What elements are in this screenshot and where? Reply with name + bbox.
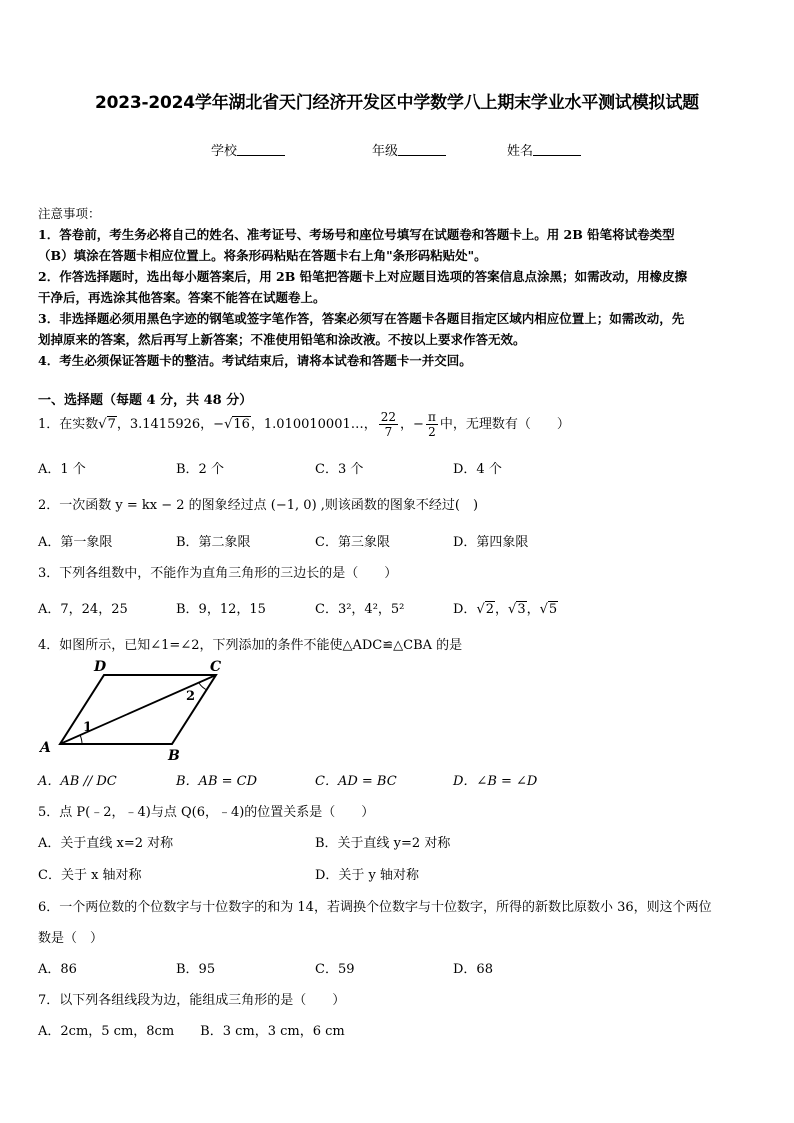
- q3-option-a: A．7，24，25: [38, 602, 128, 617]
- note-line: （B）填涂在答题卡相应位置上。将条形码粘贴在答题卡右上角"条形码粘贴处"。: [38, 248, 487, 263]
- q6-option-b: B．95: [176, 962, 216, 977]
- question-3: 3．下列各组数中，不能作为直角三角形的三边长的是（ ）: [38, 566, 398, 581]
- q1-option-b: B．2 个: [176, 462, 224, 477]
- angle-label-2: 2: [186, 689, 196, 704]
- grade-label: 年级: [372, 144, 399, 159]
- note-line: 3．非选择题必须用黑色字迹的钢笔或签字笔作答，答案必须写在答题卡各题目指定区域内相应位置上；如需改动，先: [38, 311, 685, 326]
- q4-option-b: B．AB = CD: [176, 774, 258, 789]
- q1-option-d: D．4 个: [453, 462, 502, 477]
- sqrt-7: 7: [107, 417, 116, 432]
- parallelogram-figure: [36, 658, 232, 764]
- q4-option-c: C．AD = BC: [315, 774, 397, 789]
- question-5: 5．点 P(﹣2，﹣4)与点 Q(6，﹣4)的位置关系是（ ）: [38, 805, 375, 820]
- school-blank: [237, 143, 285, 156]
- vertex-label-b: B: [168, 748, 180, 764]
- q1-text: ，1.010010001…，: [250, 417, 377, 432]
- separator: ，: [526, 602, 540, 617]
- sqrt-16: 16: [233, 417, 250, 432]
- separator: ，: [495, 602, 509, 617]
- q4-option-d: D．∠B = ∠D: [453, 774, 538, 789]
- question-6-line-2: 数是（ ）: [38, 931, 104, 946]
- name-label: 姓名: [507, 144, 534, 159]
- fraction-pi-2: [426, 410, 438, 439]
- angle-2-arc: [199, 683, 207, 690]
- q6-option-d: D．68: [453, 962, 493, 977]
- grade-blank: [398, 143, 446, 156]
- notes-heading: 注意事项：: [38, 206, 101, 221]
- note-line: 1．答卷前，考生务必将自己的姓名、准考证号、考场号和座位号填写在试题卷和答题卡上。用 2B 铅笔将试卷类型: [38, 227, 675, 242]
- sqrt-2: 2: [485, 602, 495, 617]
- numerator: 22: [380, 410, 397, 424]
- question-7: 7．以下列各组线段为边，能组成三角形的是（ ）: [38, 993, 346, 1008]
- question-6-line-1: 6．一个两位数的个位数字与十位数字的和为 14，若调换个位数字与十位数字，所得的新数比原数小 36，则这个两位: [38, 900, 712, 915]
- grade-field: [372, 140, 446, 159]
- vertex-label-c: C: [210, 659, 222, 675]
- q1-option-a: A．1 个: [38, 462, 86, 477]
- question-4: 4．如图所示，已知∠1=∠2，下列添加的条件不能使△ADC≌△CBA 的是: [38, 638, 463, 653]
- sqrt-5: 5: [548, 602, 558, 617]
- denominator: 2: [428, 425, 436, 439]
- q2-option-c: C．第三象限: [315, 535, 390, 550]
- fraction-22-7: [379, 410, 398, 439]
- q1-text: ，−: [400, 417, 424, 432]
- name-blank: [533, 143, 581, 156]
- q3-option-c: C．3²，4²，5²: [315, 602, 405, 617]
- section-heading: 一、选择题（每题 4 分，共 48 分）: [38, 393, 253, 408]
- note-line: 干净后，再选涂其他答案。答案不能答在试题卷上。: [38, 290, 326, 305]
- exam-title: 2023-2024学年湖北省天门经济开发区中学数学八上期末学业水平测试模拟试题: [95, 93, 699, 113]
- notes-block: [38, 203, 758, 371]
- sqrt-3: 3: [517, 602, 526, 617]
- note-line: 4．考生必须保证答题卡的整洁。考试结束后，请将本试卷和答题卡一并交回。: [38, 353, 472, 368]
- q5-option-b: B．关于直线 y=2 对称: [315, 836, 451, 851]
- option-letter: D．: [453, 602, 477, 617]
- q3-option-b: B．9，12，15: [176, 602, 266, 617]
- vertex-label-d: D: [94, 659, 107, 675]
- q5-option-c: C．关于 x 轴对称: [38, 868, 142, 883]
- q1-option-c: C．3 个: [315, 462, 364, 477]
- q6-option-a: A．86: [38, 962, 77, 977]
- school-field: [211, 140, 285, 159]
- q2-option-b: B．第二象限: [176, 535, 251, 550]
- question-1: 1．在实数√7，3.1415926，−√16，1.010010001…， $\frac{22}{7}$ ，− $\frac{\pi}{2}$ 中，无理数有（ ）: [38, 410, 570, 439]
- note-line: 划掉原来的答案，然后再写上新答案；不准使用铅笔和涂改液。不按以上要求作答无效。: [38, 332, 526, 347]
- q1-text: ，3.1415926，−: [116, 417, 225, 432]
- q6-option-c: C．59: [315, 962, 355, 977]
- note-line: 2．作答选择题时，选出每小题答案后，用 2B 铅笔把答题卡上对应题目选项的答案信息点涂黑；如需改动，用橡皮擦: [38, 269, 688, 284]
- denominator: 7: [384, 425, 393, 439]
- q7-options-ab: A．2cm，5 cm，8cm B．3 cm，3 cm，6 cm: [38, 1024, 345, 1039]
- angle-1-arc: [80, 735, 82, 744]
- q2-option-a: A．第一象限: [38, 535, 113, 550]
- q3-option-d: D．√2，√3，√5: [453, 602, 558, 617]
- numerator: π: [427, 410, 436, 424]
- name-field: [507, 140, 581, 159]
- angle-label-1: 1: [83, 720, 93, 735]
- q1-text: 中，无理数有（ ）: [439, 417, 570, 432]
- q1-text: 1．在实数: [38, 417, 99, 432]
- q2-option-d: D．第四象限: [453, 535, 529, 550]
- school-label: 学校: [211, 144, 238, 159]
- q5-option-d: D．关于 y 轴对称: [315, 868, 420, 883]
- q5-option-a: A．关于直线 x=2 对称: [38, 836, 174, 851]
- q4-option-a: A．AB // DC: [38, 774, 117, 789]
- vertex-label-a: A: [40, 740, 51, 756]
- question-2: 2．一次函数 y = kx − 2 的图象经过点 (−1, 0) ,则该函数的图象不经过( ): [38, 498, 479, 513]
